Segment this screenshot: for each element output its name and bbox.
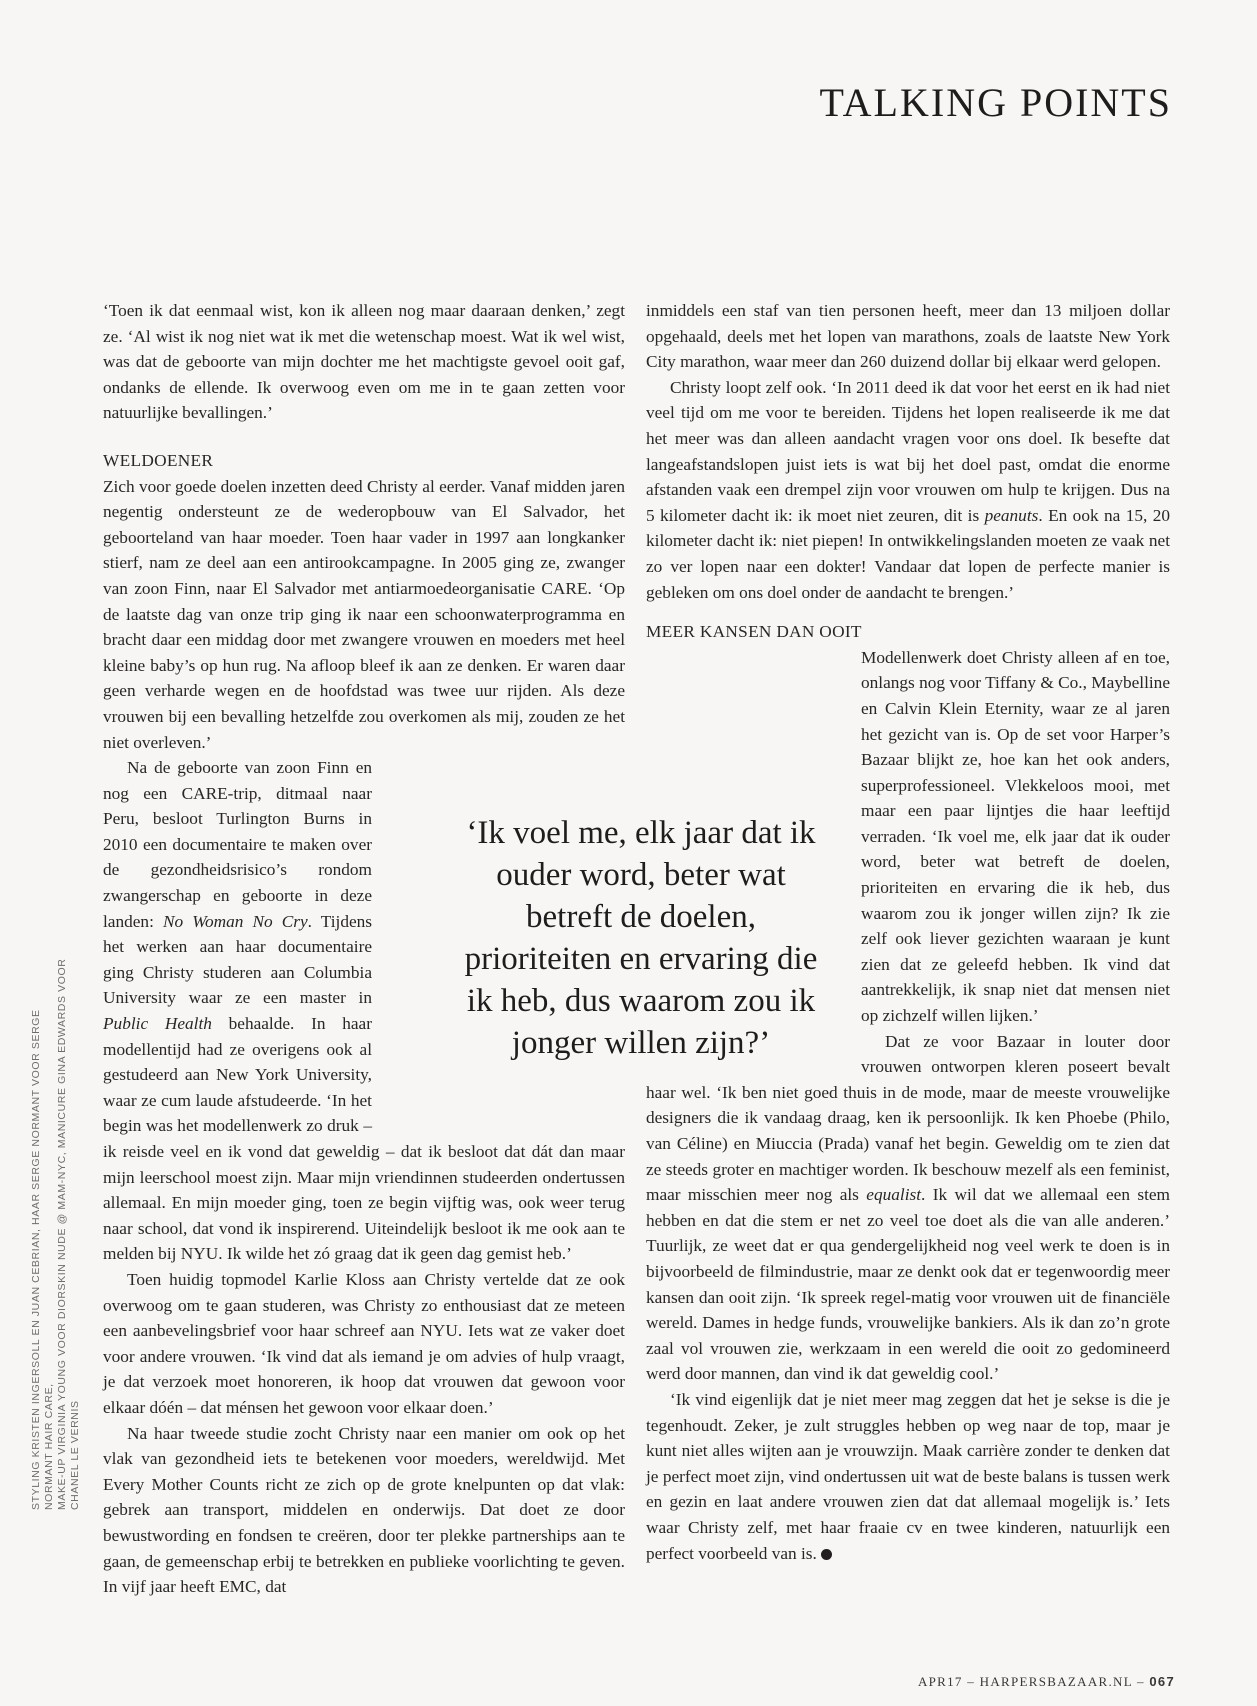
photo-credits (30, 950, 82, 1510)
page-footer (918, 1674, 1175, 1690)
paragraph: Toen huidig topmodel Karlie Kloss aan Christy vertelde dat ze ook overwoog om te gaan studeren, was Christy zo enthousiast dat ze meteen een aanbevelingsbrief voor haar schreef aan NYU. Iets wat ze vaker doet voor andere vrouwen. ‘Ik vind dat als iemand je om advies of hulp vraagt, je dat verzoek moet honoreren, ik hoop dat vrouwen dat gewoon voor elkaar dóén – dat ménsen het gewoon voor elkaar doen.’ (103, 1269, 625, 1417)
paragraph: Na de geboorte van zoon Finn en nog een CARE-trip, ditmaal naar Peru, besloot Turlington Burns in 2010 een documentaire te maken over de gezondheidsrisico’s rondom zwangerschap en geboorte in deze landen: No Woman No Cry. Tijdens het werken aan haar documentaire ging Christy studeren aan Columbia University waar ze een master in Public Health behaalde. In haar modellentijd had ze overigens ook al gestudeerd aan New York University, waar ze cum laude afstudeerde. ‘In het begin was het modellenwerk zo druk – ik reisde veel en ik vond dat geweldig – dat ik besloot dat dát dan maar mijn leerschool moest zijn. Maar mijn vriendinnen studeerden ondertussen allemaal. En mijn moeder ging, toen ze begin vijftig was, ook weer terug naar school, dat vond ik inspirerend. Uiteindelijk besloot ik me ook aan te melden bij NYU. Ik wilde het zó graag dat ik geen dag gemist heb.’ (103, 758, 625, 1264)
footer-issue: APR17 – HARPERSBAZAAR.NL – (917, 1674, 1145, 1689)
section-title: TALKING POINTS (819, 79, 1172, 125)
credit-line-1: STYLING KRISTEN INGERSOLL EN JUAN CEBRIAN, HAAR SERGE NORMANT VOOR SERGE NORMANT HAIR CARE, (30, 1009, 55, 1510)
paragraph: Christy loopt zelf ook. ‘In 2011 deed ik dat voor het eerst en ik had niet veel tijd om me voor te bereiden. Tijdens het lopen realiseerde ik me dat het meer was dan alleen aandacht vragen voor ons doel. Ik besefte dat langeafstandslopen juist iets is wat bij het doel past, omdat die enorme afstanden vaak een drempel zijn voor vrouwen om hulp te krijgen. Dus na 5 kilometer dacht ik: ik moet niet zeuren, dit is peanuts. En ook na 15, 20 kilometer dacht ik: niet piepen! In ontwikkelingslanden moeten ze vaak net zo ver lopen naar een dokter! Vandaar dat lopen de perfecte manier is gebleken om ons doel onder de aandacht te brengen.’ (646, 377, 1170, 602)
credit-line-2: MAKE-UP VIRGINIA YOUNG VOOR DIORSKIN NUDE @ MAM-NYC, MANICURE GINA EDWARDS VOOR CHANEL LE VERNIS (56, 958, 81, 1510)
paragraph: Zich voor goede doelen inzetten deed Christy al eerder. Vanaf midden jaren negentig ondersteunt ze de wederopbouw van El Salvador, het geboorteland van haar moeder. Toen haar vader in 1997 aan longkanker stierf, nam ze deel aan een antirookcampagne. In 2005 ging ze, zwanger van zoon Finn, naar El Salvador met antiarmoedeorganisatie CARE. ‘Op de laatste dag van onze trip ging ik naar een schoonwaterprogramma en bracht daar een middag door met zwangere vrouwen en moeders met heel kleine baby’s op hun rug. Na afloop bleef ik aan ze denken. Er waren daar geen verharde wegen en de hoofdstad was twee uur rijden. Als deze vrouwen bij een bevalling hetzelfde zou overkomen als mij, zouden ze het niet overleven.’ (103, 476, 625, 752)
paragraph: ‘Toen ik dat eenmaal wist, kon ik alleen nog maar daaraan denken,’ zegt ze. ‘Al wist ik nog niet wat ik met die wetenschap moest. Wat ik wel wist, was dat de geboorte van mijn dochter me het machtigste gevoel ooit gaf, ondanks de ellende. Ik overwoog even om me in te gaan zetten voor natuurlijke bevallingen.’ (103, 301, 625, 423)
subheading-meer-kansen: MEER KANSEN DAN OOIT (646, 622, 862, 642)
paragraph: Modellenwerk doet Christy alleen af en toe, onlangs nog voor Tiffany & Co., Maybelline en Calvin Klein Eternity, waar ze al jaren het gezicht van is. Op de set voor Harper’s Bazaar blijkt ze, hoe kan het ook anders, superprofessioneel. Vlekkeloos mooi, met maar een paar lijntjes die haar leeftijd verraden. ‘Ik voel me, elk jaar dat ik ouder word, beter wat betreft de doelen, prioriteiten en ervaring die ik heb, dus waarom zou ik jonger willen zijn? Ik zie zelf ook liever gezichten waaraan je kunt zien dat ze geleefd hebben. Ik vind dat aantrekkelijk, ik snap niet dat mensen niet op zichzelf willen lijken.’ (861, 647, 1170, 1026)
end-mark-icon (821, 1549, 832, 1560)
paragraph: ‘Ik vind eigenlijk dat je niet meer mag zeggen dat het je sekse is die je tegenhoudt. Zeker, je zult struggles hebben op weg naar de top, maar je kunt niet alles wijten aan je vrouwzijn. Maak carrière zonder te denken dat je perfect moet zijn, vind ondertussen uit wat de beste balans is tussen werk en gezin en laat andere vrouwen zien dat dat allemaal mogelijk is.’ Iets waar Christy zelf, met haar fraaie cv en twee kinderen, natuurlijk een perfect voorbeeld van is. (646, 1389, 1170, 1563)
subheading-weldoener: WELDOENER (103, 450, 214, 470)
page-number: 067 (1149, 1674, 1175, 1689)
paragraph: Dat ze voor Bazaar in louter door vrouwen ontworpen kleren poseert bevalt haar wel. ‘Ik ben niet goed thuis in de mode, maar de meeste vrouwelijke designers die ik vandaag draag, ken ik persoonlijk. Ik ken Phoebe (Philo, van Céline) en Miuccia (Prada) vanaf het begin. Geweldig om te zien dat ze steeds groter en machtiger worden. Ik beschouw mezelf als een feminist, maar misschien meer nog als equalist. Ik wil dat we allemaal een stem hebben en dat die stem er net zo veel toe doet als die van alle anderen.’ Tuurlijk, ze weet dat er qua gendergelijkheid nog veel werk te doen is in bijvoorbeeld de filmindustrie, maar ze denkt ook dat er tegenwoordig meer kansen dan ooit zijn. ‘Ik spreek regel-matig voor vrouwen uit de financiële wereld. Dames in hedge funds, vrouwelijke bankiers. Als ik dan zo’n grote zaal vol vrouwen zie, werkzaam in een wereld die ooit zo gedomineerd werd door mannen, dan vind ik dat geweldig cool.’ (646, 1031, 1171, 1384)
paragraph: inmiddels een staf van tien personen heeft, meer dan 13 miljoen dollar opgehaald, deels met het lopen van marathons, zoals de laatste New York City marathon, waar meer dan 260 duizend dollar bij elkaar werd gelopen. (646, 301, 1170, 372)
pull-quote: ‘Ik voel me, elk jaar dat ik ouder word, beter wat betreft de doelen, prioriteiten en ervaring die ik heb, dus waarom zou ik jonger willen zijn?’ (464, 815, 818, 1061)
paragraph: Na haar tweede studie zocht Christy naar een manier om ook op het vlak van gezondheid iets te betekenen voor moeders, wereldwijd. Met Every Mother Counts richt ze zich op de grote knelpunten op dat vlak: gebrek aan transport, middelen en onderwijs. Dat doet ze door bewustwording en fondsen te creëren, door ter plekke partnerships aan te gaan, de gemeenschap erbij te betrekken en publieke voorlichting te geven. In vijf jaar heeft EMC, dat (103, 1423, 625, 1597)
